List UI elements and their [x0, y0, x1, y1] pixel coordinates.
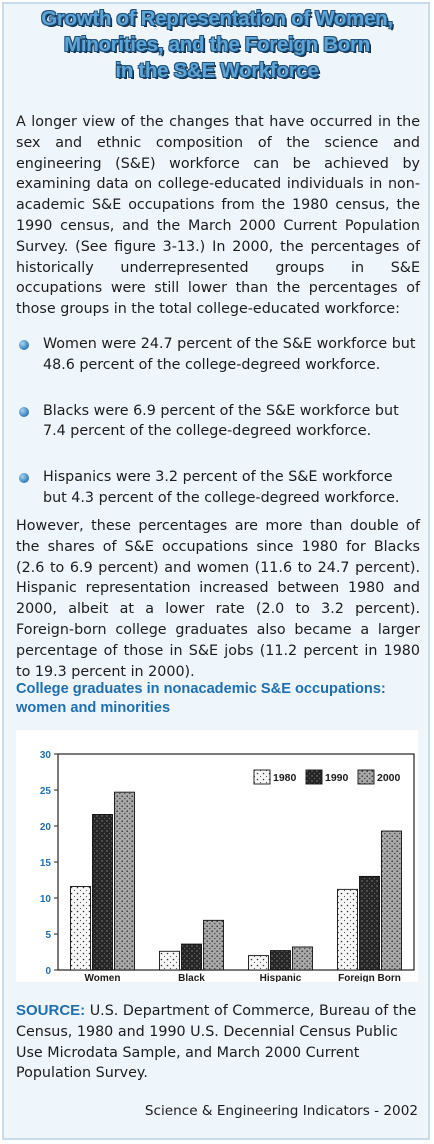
intro-paragraph: A longer view of the changes that have occurred in the sex and ethnic composition of the science and engineering (S&E) workforce can be achieved by examining data on college-educated individuals in non-academic S&E occupations from the 1980 census, the 1990 census, and the March 2000 Current Population Survey. (See figure 3-13.) In 2000, the percentages of historically underrepresented groups in S&E occupations were still lower than the percentages of those groups in the total college-educated workforce:	[16, 114, 420, 318]
footer-credit: Science & Engineering Indicators - 2002	[144, 1103, 418, 1119]
bar-2000-foreign-born	[382, 831, 402, 970]
bullet-item	[16, 401, 420, 443]
bar-1980-hispanic	[249, 956, 269, 970]
chart-container	[16, 730, 418, 982]
legend-swatch	[358, 770, 374, 784]
legend-swatch	[254, 770, 270, 784]
y-tick-label: 25	[39, 786, 51, 797]
y-tick-label: 10	[39, 894, 51, 905]
bullet-list	[16, 334, 420, 534]
x-category-label: Women	[84, 973, 121, 982]
y-tick-label: 20	[39, 822, 51, 833]
y-tick-label: 15	[39, 858, 51, 869]
y-tick-label: 5	[45, 930, 51, 941]
x-category-label: Foreign Born	[338, 973, 401, 982]
bullet-dot-icon	[19, 473, 29, 483]
bar-1990-women	[93, 814, 113, 970]
bar-1990-foreign-born	[360, 876, 380, 970]
analysis-paragraph: However, these percentages are more than double of the shares of S&E occupations since 1980 for Blacks (2.6 to 6.9 percent) and women (11.6 to 24.7 percent). Hispanic representation increased between 1980 and 2000, albeit at a lower rate (2.0 to 3.2 percent). Foreign-born college graduates also became a larger percentage of those in S&E jobs (11.2 percent in 1980 to 19.3 percent in 2000).	[16, 518, 420, 680]
bullet-dot-icon	[19, 340, 29, 350]
bullet-item	[16, 467, 420, 509]
legend-label: 2000	[377, 772, 401, 784]
legend-swatch	[306, 770, 322, 784]
bar-2000-black	[204, 920, 224, 970]
bullet-text: Blacks were 6.9 percent of the S&E workforce but 7.4 percent of the college-degreed workforce.	[43, 402, 399, 440]
title-line-2: Minorities, and the Foreign Born	[64, 33, 370, 56]
chart-title: College graduates in nonacademic S&E occupations: women and minorities	[16, 681, 386, 716]
bullet-text: Hispanics were 3.2 percent of the S&E workforce but 4.3 percent of the college-degreed workforce.	[43, 469, 400, 506]
source-label: SOURCE:	[16, 1002, 86, 1019]
x-category-label: Hispanic	[259, 973, 302, 982]
bullet-item	[16, 334, 420, 376]
bullet-text: Women were 24.7 percent of the S&E workforce but 48.6 percent of the college-degreed workforce.	[43, 336, 416, 373]
x-category-label: Black	[178, 973, 205, 982]
bar-chart	[16, 730, 418, 982]
title-line-3: in the S&E Workforce	[115, 59, 319, 82]
bar-2000-hispanic	[293, 947, 313, 970]
title-line-1: Growth of Representation of Women,	[41, 7, 393, 30]
bar-1980-women	[71, 886, 91, 970]
y-tick-label: 30	[39, 750, 51, 761]
bullet-dot-icon	[19, 407, 29, 417]
bar-1990-black	[182, 944, 202, 970]
bar-2000-women	[115, 792, 135, 970]
y-tick-label: 0	[45, 966, 51, 977]
source-text: U.S. Department of Commerce, Bureau of the Census, 1980 and 1990 U.S. Decennial Census Public Use Microdata Sample, and March 2000 Current Population Survey.	[16, 1003, 417, 1082]
bar-1990-hispanic	[271, 951, 291, 970]
legend-label: 1990	[325, 772, 349, 784]
page-title	[0, 6, 434, 84]
bar-1980-foreign-born	[338, 889, 358, 970]
bar-1980-black	[160, 951, 180, 970]
legend-label: 1980	[273, 772, 297, 784]
source-note	[16, 1001, 420, 1084]
